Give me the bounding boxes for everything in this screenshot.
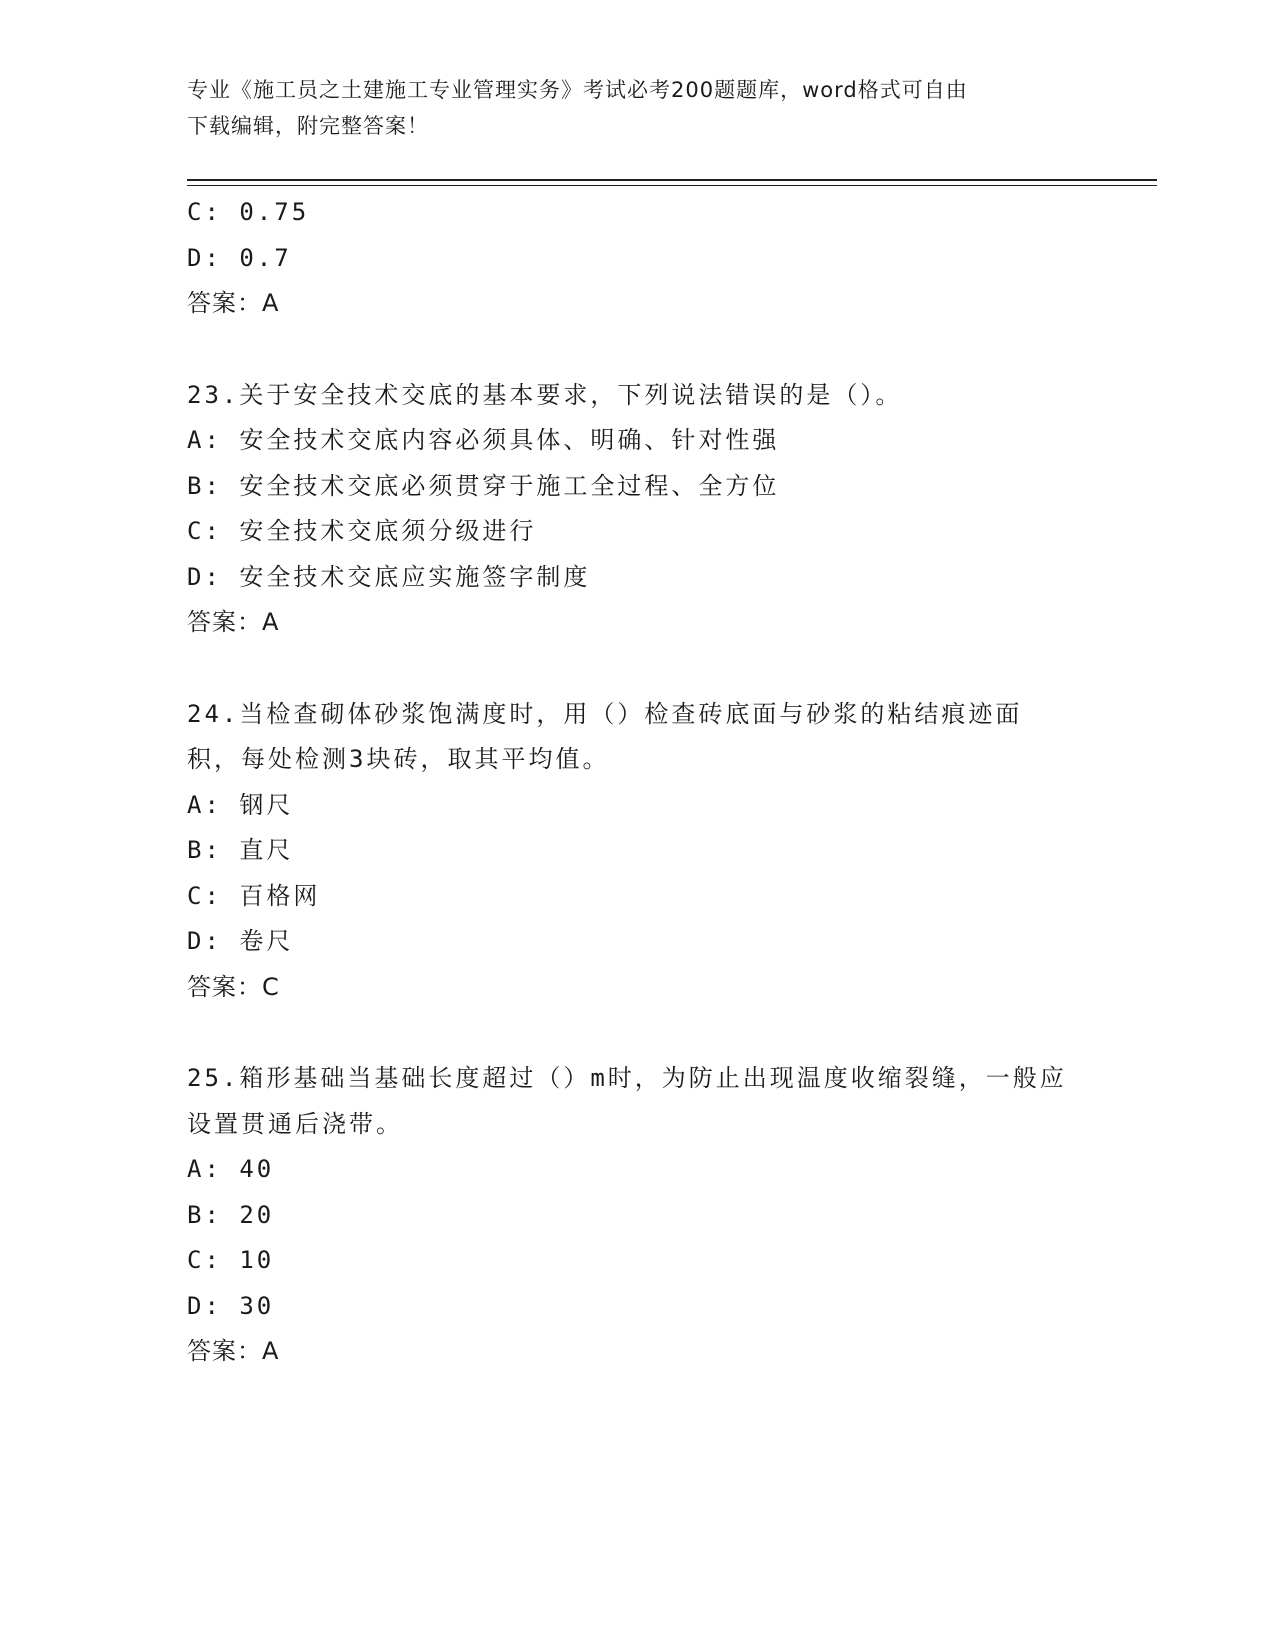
header-divider-thin (187, 185, 1157, 186)
option-d: D: 0.7 (187, 243, 292, 272)
option-a: A: 安全技术交底内容必须具体、明确、针对性强 (187, 426, 780, 454)
question-23 (187, 373, 1087, 646)
question-stem: 24.当检查砌体砂浆饱满度时，用（）检查砖底面与砂浆的粘结痕迹面积，每处检测3块砖，取其平均值。 (187, 699, 1023, 773)
option-b: B: 安全技术交底必须贯穿于施工全过程、全方位 (187, 471, 780, 500)
answer-line: 答案：A (187, 608, 280, 636)
option-d: D: 30 (187, 1291, 275, 1320)
spacer (187, 1010, 1087, 1056)
option-b: B: 直尺 (187, 836, 294, 864)
question-list (187, 190, 1087, 1375)
question-stem: 23.关于安全技术交底的基本要求，下列说法错误的是（）。 (187, 380, 903, 409)
option-b: B: 20 (187, 1200, 275, 1229)
document-header (187, 72, 1087, 144)
option-d: D: 卷尺 (187, 927, 294, 955)
spacer (187, 327, 1087, 373)
question-25 (187, 1056, 1087, 1375)
question-24 (187, 692, 1087, 1011)
option-d: D: 安全技术交底应实施签字制度 (187, 562, 591, 591)
option-c: C: 安全技术交底须分级进行 (187, 517, 537, 545)
answer-line: 答案：A (187, 1337, 280, 1365)
answer-line: 答案：C (187, 972, 280, 1001)
option-c: C: 10 (187, 1246, 275, 1274)
header-title-line-1: 专业《施工员之土建施工专业管理实务》考试必考200题题库，word格式可自由 (187, 78, 968, 102)
header-divider-thick (187, 179, 1157, 181)
option-c: C: 0.75 (187, 198, 310, 226)
option-a: A: 钢尺 (187, 790, 294, 819)
spacer (187, 646, 1087, 692)
option-c: C: 百格网 (187, 881, 321, 910)
answer-line: 答案：A (187, 289, 280, 317)
question-stem: 25.箱形基础当基础长度超过（）m时，为防止出现温度收缩裂缝，一般应设置贯通后浇带。 (187, 1064, 1067, 1138)
option-a: A: 40 (187, 1155, 275, 1183)
header-title-line-2: 下载编辑，附完整答案！ (187, 114, 429, 138)
prev-question-tail (187, 190, 1087, 327)
